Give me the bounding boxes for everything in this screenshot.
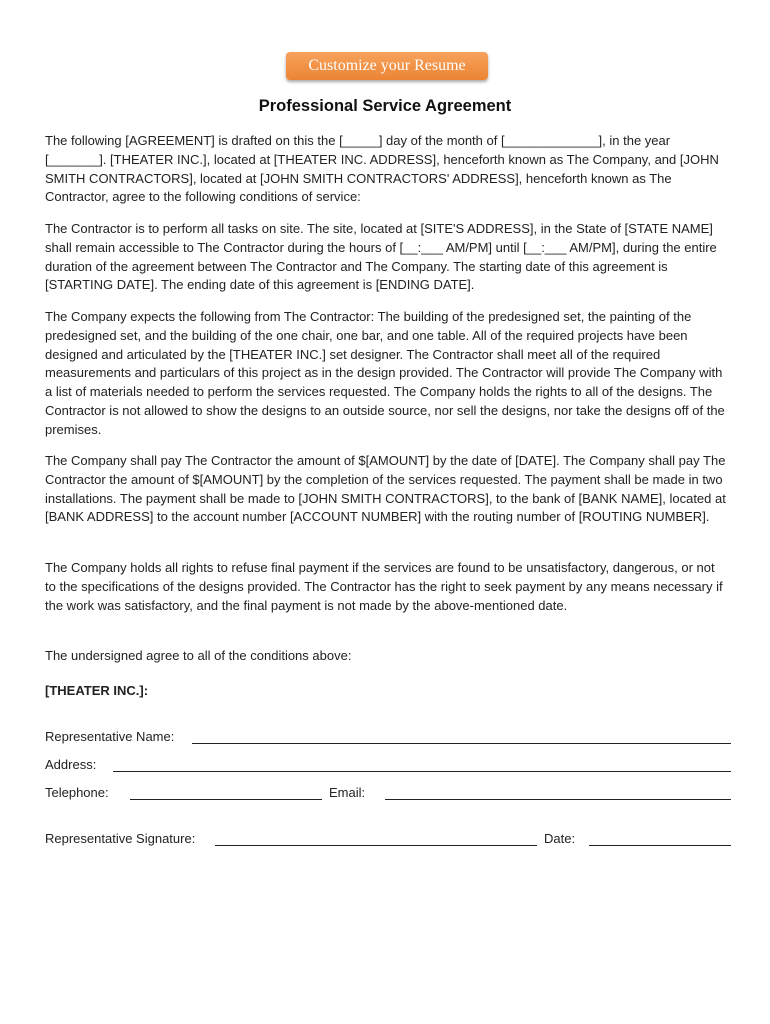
agreement-statement: The undersigned agree to all of the conditions above: — [45, 648, 352, 663]
expectations-paragraph: The Company expects the following from The Contractor: The building of the predesigned set, the painting of the predesigned set, and the building of the one chair, one bar, and one table. All of the required projects have been designed and articulated by the [THEATER INC.] set designer. The Contractor shall meet all of the required measurements and particulars of this project as in the design provided. The Contractor will provide The Company with a list of materials needed to perform the services requested. The Company holds the rights to all of the designs. The Contractor is not allowed to show the designs to an outside source, nor sell the designs, nor take the designs off of the premises. — [45, 309, 725, 437]
intro-paragraph: The following [AGREEMENT] is drafted on this the [_____] day of the month of [_____________], in the year [_______]. [THEATER INC.], located at [THEATER INC. ADDRESS], henceforth known as The Company, and [JOHN SMITH CONTRACTORS], located at [JOHN SMITH CONTRACTORS' ADDRESS], henceforth known as The Contractor, agree to the following conditions of service: — [45, 133, 719, 205]
date-label: Date: — [544, 831, 576, 846]
address-label: Address: — [45, 757, 97, 772]
payment-paragraph: The Company shall pay The Contractor the amount of $[AMOUNT] by the date of [DATE]. The Company shall pay The Contractor the amount of $[AMOUNT] by the completion of the services requested. The payment shall be made in two installations. The payment shall be made to [JOHN SMITH CONTRACTORS], to the bank of [BANK NAME], located at [BANK ADDRESS] to the account number [ACCOUNT NUMBER] with the routing number of [ROUTING NUMBER]. — [45, 453, 726, 525]
signature-field[interactable] — [215, 845, 537, 846]
rights-paragraph: The Company holds all rights to refuse final payment if the services are found to be unsatisfactory, dangerous, or not to the specifications of the designs provided. The Contractor has the right to seek payment by any means necessary if the work was satisfactory, and the final payment is not made by the above-mentioned date. — [45, 560, 723, 613]
telephone-label: Telephone: — [45, 785, 109, 800]
customize-resume-button[interactable]: Customize your Resume — [286, 52, 488, 80]
date-field[interactable] — [589, 845, 731, 846]
telephone-field[interactable] — [130, 799, 322, 800]
email-field[interactable] — [385, 799, 731, 800]
email-label: Email: — [329, 785, 366, 800]
document-title: Professional Service Agreement — [258, 97, 512, 115]
site-paragraph: The Contractor is to perform all tasks on site. The site, located at [SITE'S ADDRESS], in the State of [STATE NAME] shall remain accessible to The Contractor during the hours of [__:___ AM/PM] until [__:___ AM/PM], during the entire duration of the agreement between The Contractor and The Company. The starting date of this agreement is [STARTING DATE]. The ending date of this agreement is [ENDING DATE]. — [45, 221, 717, 293]
representative-name-label: Representative Name: — [45, 729, 175, 744]
party-label: [THEATER INC.]: — [45, 683, 149, 698]
address-field[interactable] — [113, 771, 731, 772]
signature-label: Representative Signature: — [45, 831, 196, 846]
representative-name-field[interactable] — [192, 743, 731, 744]
